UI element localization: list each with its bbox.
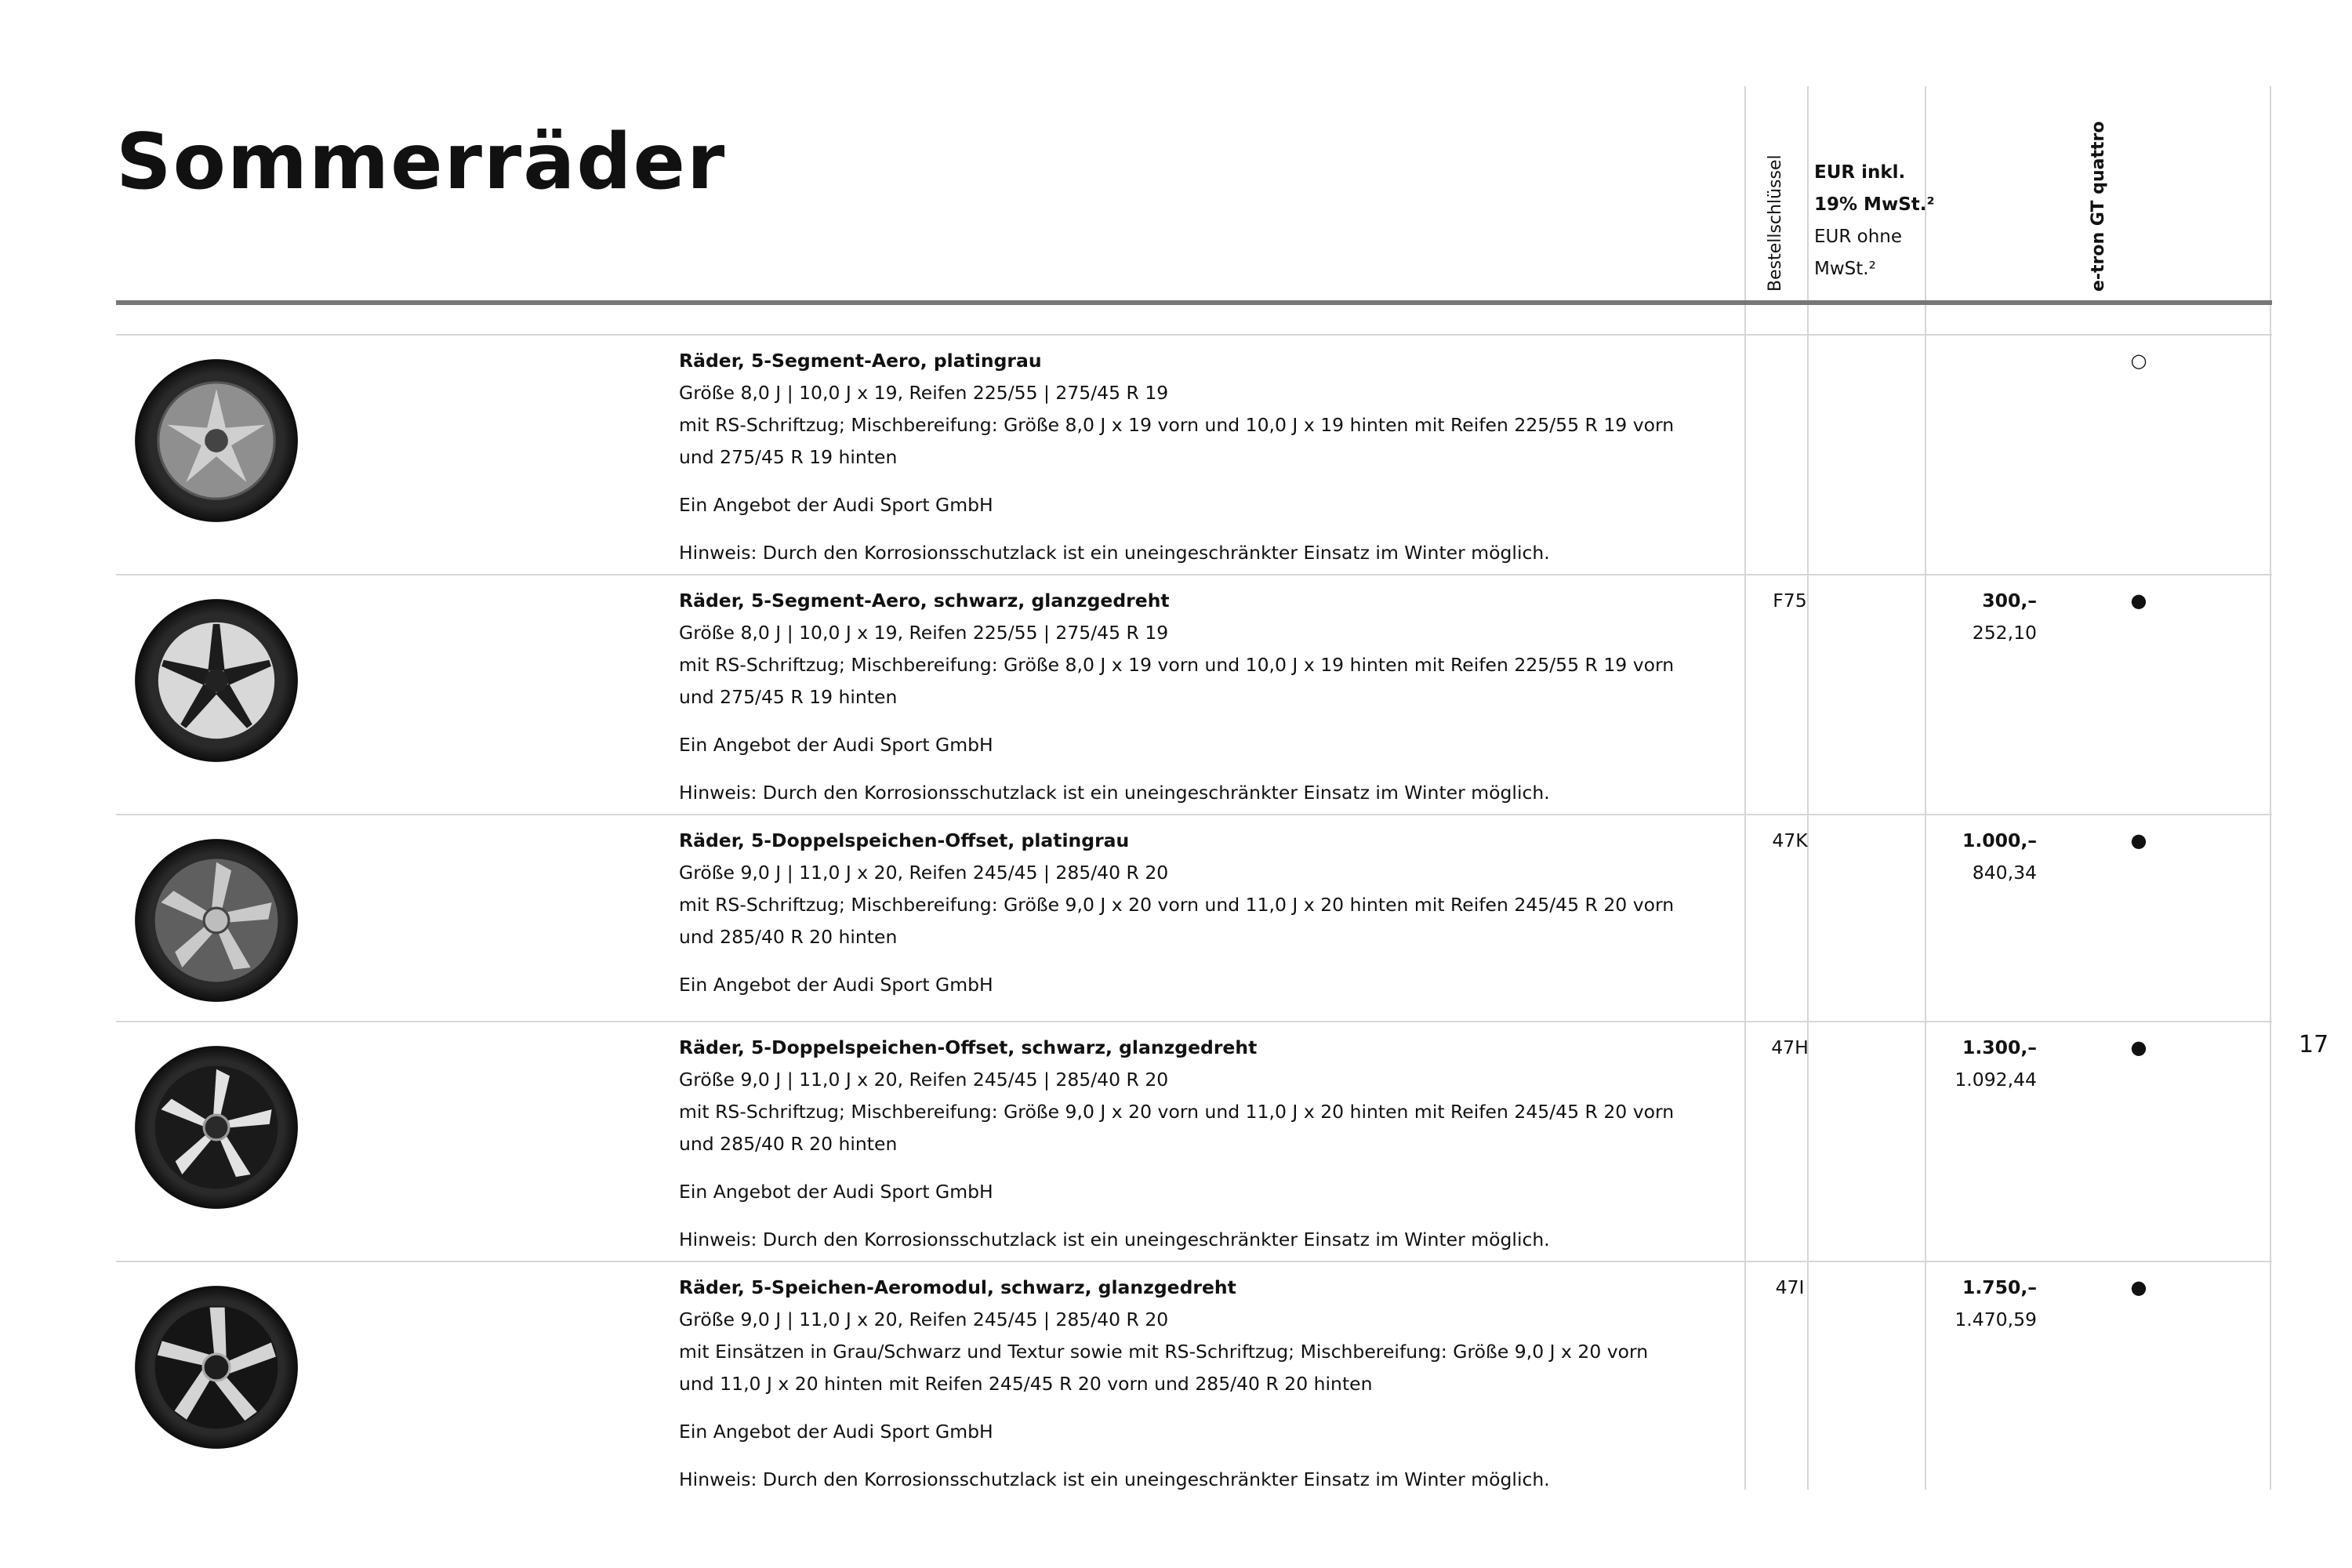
table-row	[116, 575, 2272, 814]
header-eur-incl-2: 19% MwSt.²	[1814, 194, 1935, 215]
wheel-description	[679, 825, 1792, 1001]
availability-marker: ●	[2130, 829, 2147, 851]
wheel-note: Hinweis: Durch den Korrosionsschutzlack ist ein uneingeschränkter Einsatz im Winter möglich.	[679, 542, 1550, 564]
wheel-description	[679, 1032, 1792, 1256]
header-rule	[116, 300, 2272, 305]
wheel-note: Hinweis: Durch den Korrosionsschutzlack ist ein uneingeschränkter Einsatz im Winter möglich.	[679, 782, 1550, 804]
wheel-offer: Ein Angebot der Audi Sport GmbH	[679, 734, 993, 756]
price-incl-vat: 1.750,–	[1962, 1276, 2037, 1298]
wheel-title: Räder, 5-Speichen-Aeromodul, schwarz, glanzgedreht	[679, 1276, 1236, 1298]
header-eur-excl-2: MwSt.²	[1814, 259, 1876, 279]
wheel-offer: Ein Angebot der Audi Sport GmbH	[679, 494, 993, 516]
wheel-detail: und 285/40 R 20 hinten	[679, 1133, 898, 1155]
table-row	[116, 336, 2272, 574]
wheel-detail: und 275/45 R 19 hinten	[679, 446, 898, 468]
price-excl-vat: 840,34	[1972, 862, 2037, 884]
wheel-note: Hinweis: Durch den Korrosionsschutzlack ist ein uneingeschränkter Einsatz im Winter möglich.	[679, 1229, 1550, 1250]
price-excl-vat: 1.092,44	[1955, 1069, 2037, 1091]
order-code: F75	[1773, 590, 1807, 612]
wheel-detail: mit RS-Schriftzug; Mischbereifung: Größe 8,0 J x 19 vorn und 10,0 J x 19 hinten mit Reifen 225/55 R 19 vorn	[679, 654, 1675, 676]
order-code: 47K	[1772, 829, 1808, 851]
availability-marker: ●	[2130, 1036, 2147, 1058]
price-incl-vat: 1.000,–	[1962, 829, 2037, 851]
table-row	[116, 1022, 2272, 1261]
table-row	[116, 815, 2272, 1021]
price	[1809, 585, 2037, 649]
price-incl-vat: 300,–	[1982, 590, 2037, 612]
wheel-detail: und 11,0 J x 20 hinten mit Reifen 245/45 R 20 vorn und 285/40 R 20 hinten	[679, 1373, 1373, 1395]
wheel-detail: mit Einsätzen in Grau/Schwarz und Textur sowie mit RS-Schriftzug; Mischbereifung: Größe 9,0 J x 20 vorn	[679, 1341, 1649, 1363]
availability-marker: ○	[2130, 350, 2147, 372]
wheel-5-segment-aero-schwarz-icon	[133, 597, 299, 764]
wheel-detail: mit RS-Schriftzug; Mischbereifung: Größe 8,0 J x 19 vorn und 10,0 J x 19 hinten mit Reifen 225/55 R 19 vorn	[679, 414, 1675, 436]
price-excl-vat: 1.470,59	[1955, 1308, 2037, 1330]
wheel-detail: mit RS-Schriftzug; Mischbereifung: Größe 9,0 J x 20 vorn und 11,0 J x 20 hinten mit Reifen 245/45 R 20 vorn	[679, 894, 1675, 916]
wheel-size: Größe 8,0 J | 10,0 J x 19, Reifen 225/55 | 275/45 R 19	[679, 622, 1169, 644]
wheel-title: Räder, 5-Segment-Aero, platingrau	[679, 350, 1042, 372]
order-code: 47I	[1775, 1276, 1805, 1298]
wheel-5-speichen-aeromodul-icon	[133, 1284, 299, 1450]
wheel-detail: und 285/40 R 20 hinten	[679, 926, 898, 948]
price	[1809, 825, 2037, 889]
availability-marker: ●	[2130, 1276, 2147, 1298]
price-excl-vat: 252,10	[1972, 622, 2037, 644]
wheel-note: Hinweis: Durch den Korrosionsschutzlack ist ein uneingeschränkter Einsatz im Winter möglich.	[679, 1468, 1550, 1490]
wheel-detail: und 275/45 R 19 hinten	[679, 686, 898, 708]
wheel-offer: Ein Angebot der Audi Sport GmbH	[679, 1181, 993, 1203]
price	[1809, 1272, 2037, 1336]
header-eur-excl-1: EUR ohne	[1814, 227, 1903, 247]
table-row	[116, 1262, 2272, 1497]
wheel-size: Größe 9,0 J | 11,0 J x 20, Reifen 245/45 | 285/40 R 20	[679, 1069, 1169, 1091]
header-eur	[1814, 157, 1935, 285]
wheel-description	[679, 345, 1792, 569]
availability-marker: ●	[2130, 590, 2147, 612]
page-number: 17	[2299, 1031, 2329, 1058]
header-model: e-tron GT quattro	[2089, 121, 2108, 292]
wheel-title: Räder, 5-Doppelspeichen-Offset, schwarz, glanzgedreht	[679, 1036, 1258, 1058]
wheel-description	[679, 585, 1792, 809]
header-order-key: Bestellschlüssel	[1766, 154, 1785, 292]
wheel-offer: Ein Angebot der Audi Sport GmbH	[679, 1421, 993, 1443]
wheel-size: Größe 8,0 J | 10,0 J x 19, Reifen 225/55 | 275/45 R 19	[679, 382, 1169, 404]
price-incl-vat: 1.300,–	[1962, 1036, 2037, 1058]
wheel-detail: mit RS-Schriftzug; Mischbereifung: Größe 9,0 J x 20 vorn und 11,0 J x 20 hinten mit Reifen 245/45 R 20 vorn	[679, 1101, 1675, 1123]
wheel-5-doppelspeichen-offset-schwarz-icon	[133, 1044, 299, 1210]
wheel-5-segment-aero-platingrau-icon	[133, 358, 299, 524]
wheel-description	[679, 1272, 1792, 1496]
page-title: Sommerräder	[116, 117, 727, 207]
wheel-5-doppelspeichen-offset-platingrau-icon	[133, 837, 299, 1004]
price	[1809, 1032, 2037, 1096]
wheel-size: Größe 9,0 J | 11,0 J x 20, Reifen 245/45 | 285/40 R 20	[679, 862, 1169, 884]
wheel-offer: Ein Angebot der Audi Sport GmbH	[679, 974, 993, 996]
wheel-title: Räder, 5-Segment-Aero, schwarz, glanzgedreht	[679, 590, 1170, 612]
wheel-title: Räder, 5-Doppelspeichen-Offset, platingrau	[679, 829, 1130, 851]
order-code: 47H	[1771, 1036, 1809, 1058]
wheel-size: Größe 9,0 J | 11,0 J x 20, Reifen 245/45 | 285/40 R 20	[679, 1308, 1169, 1330]
header-eur-incl-1: EUR inkl.	[1814, 162, 1906, 183]
